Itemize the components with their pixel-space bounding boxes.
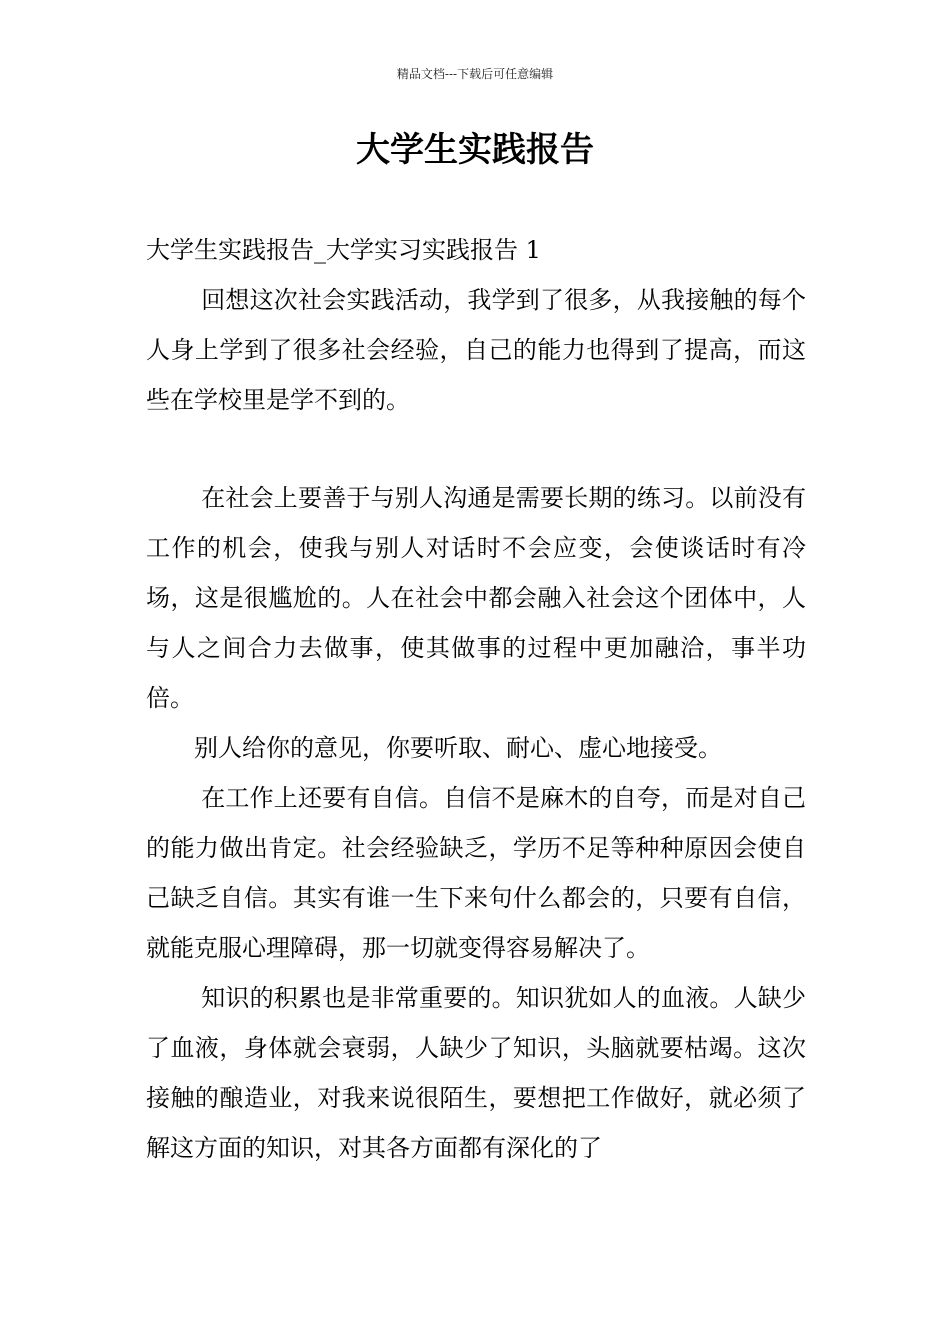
header-note: 精品文档---下载后可任意编辑 xyxy=(396,67,554,81)
paragraph-3: 别人给你的意见，你要听取、耐心、虚心地接受。 xyxy=(194,734,722,762)
document-subtitle: 大学生实践报告_大学实习实践报告 1 xyxy=(146,236,541,264)
paragraph-5: 知识的积累也是非常重要的。知识犹如人的血液。人缺少了血液，身体就会衰弱，人缺少了知识，头脑就要枯竭。这次接触的酿造业，对我来说很陌生，要想把工作做好，就必须了解这方面的知识，对其各方面都有深化的了 xyxy=(146,984,806,1162)
document-title: 大学生实践报告 xyxy=(356,130,594,170)
paragraph-4: 在工作上还要有自信。自信不是麻木的自夸，而是对自己的能力做出肯定。社会经验缺乏，学历不足等种种原因会使自己缺乏自信。其实有谁一生下来句什么都会的，只要有自信，就能克服心理障碍，那一切就变得容易解决了。 xyxy=(146,784,806,962)
paragraph-2: 在社会上要善于与别人沟通是需要长期的练习。以前没有工作的机会，使我与别人对话时不会应变，会使谈话时有冷场，这是很尴尬的。人在社会中都会融入社会这个团体中，人与人之间合力去做事，使其做事的过程中更加融洽，事半功倍。 xyxy=(146,484,806,712)
paragraph-block-1 xyxy=(146,275,806,425)
paragraph-1: 回想这次社会实践活动，我学到了很多，从我接触的每个人身上学到了很多社会经验，自己的能力也得到了提高，而这些在学校里是学不到的。 xyxy=(146,286,806,414)
paragraph-block-2 xyxy=(146,473,806,1173)
